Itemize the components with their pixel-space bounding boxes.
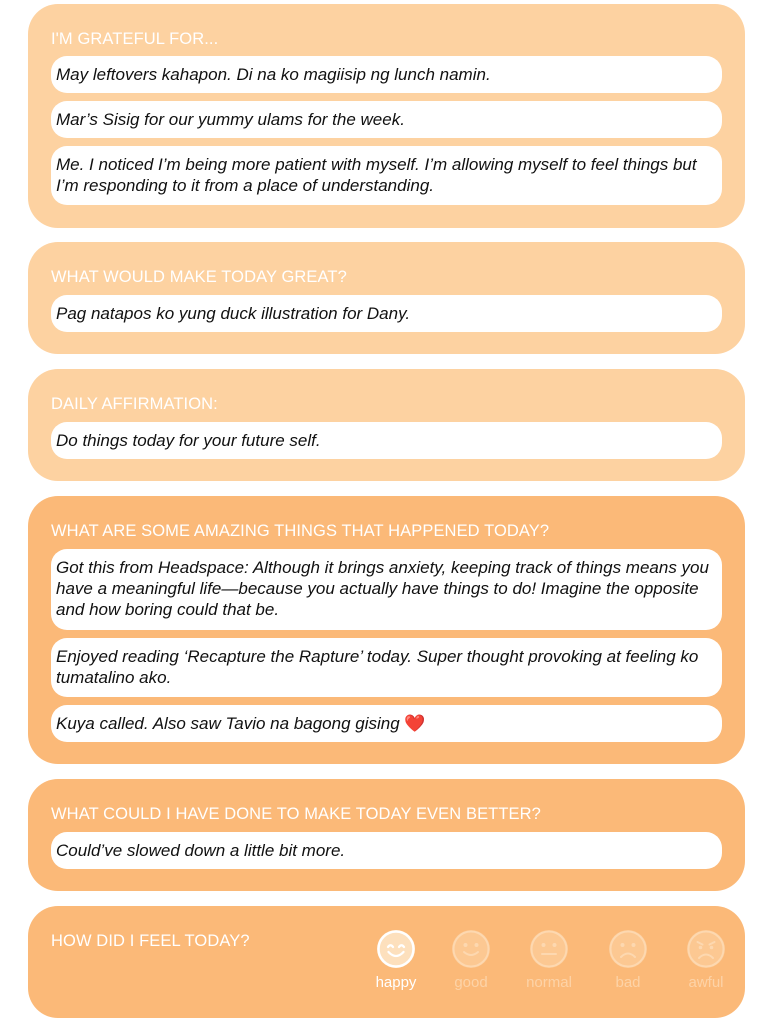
amazing-entry-3-text: Kuya called. Also saw Tavio na bagong gising xyxy=(56,714,400,733)
normal-face-icon xyxy=(530,930,568,968)
amazing-card xyxy=(28,496,745,764)
bad-face-icon xyxy=(609,930,647,968)
better-entry-1[interactable]: Could’ve slowed down a little bit more. xyxy=(51,832,722,869)
mood-happy-label: happy xyxy=(375,974,417,991)
amazing-entry-1[interactable]: Got this from Headspace: Although it brings anxiety, keeping track of things means you have a meaningful life—because you actually have things to do! Imagine the opposite and how boring could that be. xyxy=(51,549,722,630)
mood-bad-label: bad xyxy=(615,974,641,991)
mood-awful-label: awful xyxy=(688,974,724,991)
affirmation-card xyxy=(28,369,745,481)
better-title: WHAT COULD I HAVE DONE TO MAKE TODAY EVEN BETTER? xyxy=(51,805,541,823)
amazing-entry-2[interactable]: Enjoyed reading ‘Recapture the Rapture’ today. Super thought provoking at feeling ko tumatalino ako. xyxy=(51,638,722,697)
amazing-title: WHAT ARE SOME AMAZING THINGS THAT HAPPENED TODAY? xyxy=(51,522,550,540)
mood-good-label: good xyxy=(454,974,488,991)
feel-card xyxy=(28,906,745,1018)
grateful-entry-2[interactable]: Mar’s Sisig for our yummy ulams for the week. xyxy=(51,101,722,138)
feel-title: HOW DID I FEEL TODAY? xyxy=(51,932,250,950)
happy-face-icon xyxy=(377,930,415,968)
grateful-card xyxy=(28,4,745,228)
grateful-entry-3[interactable]: Me. I noticed I’m being more patient with myself. I’m allowing myself to feel things but I’m responding to it from a place of understanding. xyxy=(51,146,722,205)
mood-bad[interactable] xyxy=(593,930,663,991)
grateful-title: I'M GRATEFUL FOR... xyxy=(51,30,219,48)
good-face-icon xyxy=(452,930,490,968)
mood-happy[interactable] xyxy=(361,930,431,991)
mood-good[interactable] xyxy=(436,930,506,991)
great-entry-1[interactable]: Pag natapos ko yung duck illustration for Dany. xyxy=(51,295,722,332)
mood-awful[interactable] xyxy=(671,930,741,991)
great-title: WHAT WOULD MAKE TODAY GREAT? xyxy=(51,268,347,286)
grateful-entry-1[interactable]: May leftovers kahapon. Di na ko magiisip ng lunch namin. xyxy=(51,56,722,93)
mood-normal-label: normal xyxy=(526,974,572,991)
great-card xyxy=(28,242,745,354)
awful-face-icon xyxy=(687,930,725,968)
amazing-entry-3[interactable] xyxy=(51,705,722,742)
affirmation-title: DAILY AFFIRMATION: xyxy=(51,395,218,413)
mood-normal[interactable] xyxy=(514,930,584,991)
mood-selector xyxy=(361,930,741,1000)
affirmation-entry-1[interactable]: Do things today for your future self. xyxy=(51,422,722,459)
better-card xyxy=(28,779,745,891)
red-heart-icon: ❤️ xyxy=(404,714,426,733)
